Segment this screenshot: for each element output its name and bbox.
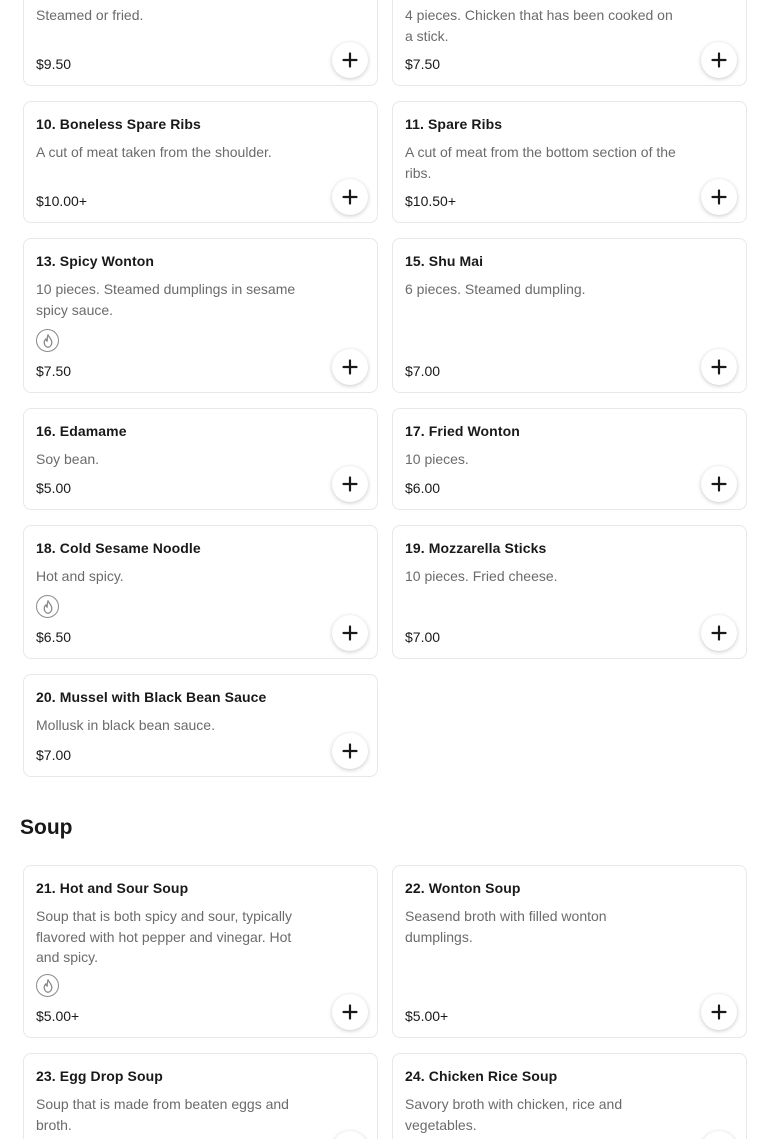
item-price: $7.00 (405, 363, 441, 379)
item-price: $7.50 (405, 56, 441, 72)
item-price: $5.00+ (36, 1008, 80, 1024)
item-description: Steamed or fried. (36, 7, 144, 23)
item-price: $10.50+ (405, 193, 456, 209)
menu-item-card[interactable] (23, 865, 378, 1038)
item-price: $9.50 (36, 56, 72, 72)
menu-item-card[interactable] (23, 525, 378, 659)
section-title-soup: Soup (20, 816, 73, 839)
add-item-button[interactable] (332, 466, 368, 502)
item-description: 10 pieces. (405, 451, 469, 467)
menu-item-card[interactable] (392, 408, 747, 510)
menu-item-card[interactable] (392, 865, 747, 1038)
item-name: 17. Fried Wonton (405, 423, 520, 439)
plus-icon (711, 359, 727, 375)
item-name: 24. Chicken Rice Soup (405, 1068, 558, 1084)
item-name: 15. Shu Mai (405, 253, 484, 269)
item-price: $7.00 (405, 629, 441, 645)
plus-icon (711, 625, 727, 641)
item-description: Soy bean. (36, 451, 100, 467)
menu-item-card[interactable] (23, 408, 378, 510)
menu-item-card[interactable] (392, 101, 747, 223)
add-item-button[interactable] (701, 1131, 737, 1139)
menu-item-card[interactable] (23, 1053, 378, 1139)
add-item-button[interactable] (332, 615, 368, 651)
spicy-badge (36, 974, 59, 997)
item-description: 6 pieces. Steamed dumpling. (405, 281, 586, 297)
add-item-button[interactable] (701, 994, 737, 1030)
plus-icon (342, 189, 358, 205)
item-description: Hot and spicy. (36, 568, 124, 584)
plus-icon (342, 625, 358, 641)
menu-item-card[interactable] (392, 525, 747, 659)
plus-icon (342, 1004, 358, 1020)
add-item-button[interactable] (332, 994, 368, 1030)
add-item-button[interactable] (332, 1131, 368, 1139)
item-description: 10 pieces. Steamed dumplings in sesame spicy sauce. (36, 281, 296, 318)
menu-item-card[interactable] (392, 238, 747, 393)
plus-icon (711, 1004, 727, 1020)
item-name: 18. Cold Sesame Noodle (36, 540, 201, 556)
add-item-button[interactable] (701, 615, 737, 651)
item-description: Savory broth with chicken, rice and vegetables. (405, 1096, 623, 1133)
item-name: 21. Hot and Sour Soup (36, 880, 189, 896)
item-description: A cut of meat taken from the shoulder. (36, 144, 272, 160)
plus-icon (711, 52, 727, 68)
item-description: Soup that is made from beaten eggs and broth. (36, 1096, 289, 1133)
item-description: A cut of meat from the bottom section of the ribs. (405, 144, 676, 181)
item-name: 11. Spare Ribs (405, 116, 503, 132)
spicy-badge (36, 595, 59, 618)
plus-icon (711, 189, 727, 205)
add-item-button[interactable] (332, 349, 368, 385)
plus-icon (342, 476, 358, 492)
add-item-button[interactable] (701, 466, 737, 502)
item-description: Soup that is both spicy and sour, typically flavored with hot pepper and vinegar. Hot and spicy. (36, 908, 293, 965)
item-name: 13. Spicy Wonton (36, 253, 155, 269)
menu-item-card[interactable] (392, 0, 747, 86)
menu-item-card[interactable] (23, 101, 378, 223)
spicy-badge (36, 329, 59, 352)
item-price: $5.00+ (405, 1008, 449, 1024)
plus-icon (711, 476, 727, 492)
menu-item-card[interactable] (23, 674, 378, 777)
menu-item-card[interactable] (392, 1053, 747, 1139)
flame-icon (42, 600, 54, 614)
add-item-button[interactable] (332, 733, 368, 769)
item-name: 19. Mozzarella Sticks (405, 540, 547, 556)
item-name: 20. Mussel with Black Bean Sauce (36, 689, 267, 705)
item-description: 4 pieces. Chicken that has been cooked on a stick. (405, 7, 673, 44)
item-price: $5.00 (36, 480, 72, 496)
plus-icon (342, 359, 358, 375)
item-price: $7.00 (36, 747, 72, 763)
flame-icon (42, 979, 54, 993)
item-name: 16. Edamame (36, 423, 127, 439)
flame-icon (42, 334, 54, 348)
menu-item-card[interactable] (23, 238, 378, 393)
add-item-button[interactable] (701, 179, 737, 215)
item-description: Seasend broth with filled wonton dumplings. (405, 908, 607, 945)
item-name: 10. Boneless Spare Ribs (36, 116, 201, 132)
item-price: $6.00 (405, 480, 441, 496)
plus-icon (342, 743, 358, 759)
add-item-button[interactable] (332, 42, 368, 78)
item-name: 23. Egg Drop Soup (36, 1068, 163, 1084)
item-name: 22. Wonton Soup (405, 880, 521, 896)
item-price: $10.00+ (36, 193, 87, 209)
add-item-button[interactable] (701, 42, 737, 78)
item-description: Mollusk in black bean sauce. (36, 717, 215, 733)
add-item-button[interactable] (332, 179, 368, 215)
item-price: $6.50 (36, 629, 72, 645)
add-item-button[interactable] (701, 349, 737, 385)
menu-item-card[interactable] (23, 0, 378, 86)
plus-icon (342, 52, 358, 68)
item-price: $7.50 (36, 363, 72, 379)
item-description: 10 pieces. Fried cheese. (405, 568, 558, 584)
